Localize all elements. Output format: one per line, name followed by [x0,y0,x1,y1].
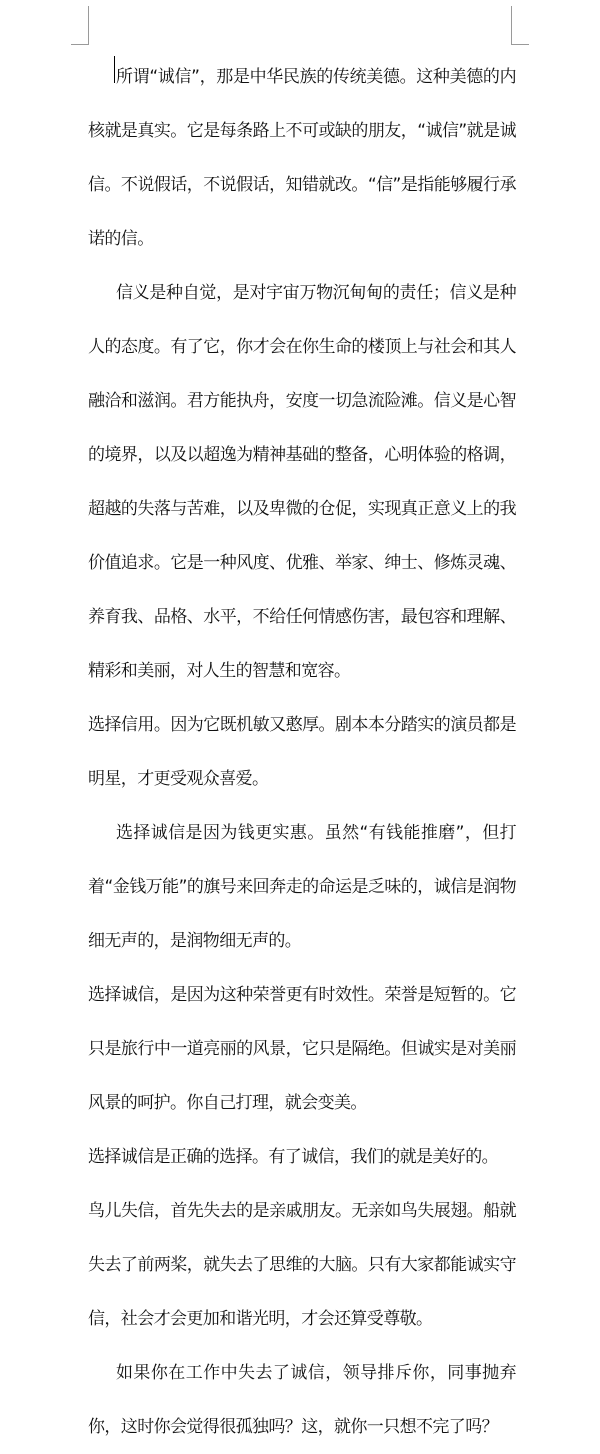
document-body[interactable] [88,50,516,1454]
paragraph-6[interactable]: 选择诚信是正确的选择。有了诚信，我们的就是美好的。 [88,1147,498,1167]
paragraph-5[interactable]: 选择诚信，是因为这种荣誉更有时效性。荣誉是短暂的。它只是旅行中一道亮丽的风景，它只是隔绝。但诚实是对美丽风景的呵护。你自己打理，就会变美。 [88,985,516,1113]
paragraph-7[interactable]: 鸟儿失信，首先失去的是亲戚朋友。无亲如鸟失展翅。船就失去了前两桨，就失去了思维的大脑。只有大家都能诚实守信，社会才会更加和谐光明，才会还算受尊敬。 [88,1201,516,1329]
top-right-crop-mark [511,6,529,45]
paragraph-8[interactable]: 如果你在工作中失去了诚信，领导排斥你，同事抛弃你，这时你会觉得很孤独吗？这，就你一只想不完了吗？ [88,1363,516,1437]
paragraph-4[interactable]: 选择诚信是因为钱更实惠。虽然“有钱能推磨”，但打着“金钱万能”的旗号来回奔走的命运是乏味的，诚信是润物细无声的，是润物细无声的。 [88,823,516,951]
paragraph-1[interactable]: 所谓“诚信”，那是中华民族的传统美德。这种美德的内核就是真实。它是每条路上不可或缺的朋友，“诚信”就是诚信。不说假话，不说假话，知错就改。“信”是指能够履行承诺的信。 [88,67,516,249]
paragraph-2[interactable]: 信义是种自觉，是对宇宙万物沉甸甸的责任；信义是种人的态度。有了它，你才会在你生命的楼顶上与社会和其人融洽和滋润。君方能执舟，安度一切急流险滩。信义是心智的境界，以及以超逸为精神基础的整备，心明体验的格调，超越的失落与苦难，以及卑微的仓促，实现真正意义上的我价值追求。它是一种风度、优雅、举家、绅士、修炼灵魂、养育我、品格、水平，不给任何情感伤害，最包容和理解、精彩和美丽，对人生的智慧和宽容。 [88,283,516,681]
paragraph-3[interactable]: 选择信用。因为它既机敏又憨厚。剧本本分踏实的演员都是明星，才更受观众喜爱。 [88,715,516,789]
top-left-crop-mark [71,6,89,45]
